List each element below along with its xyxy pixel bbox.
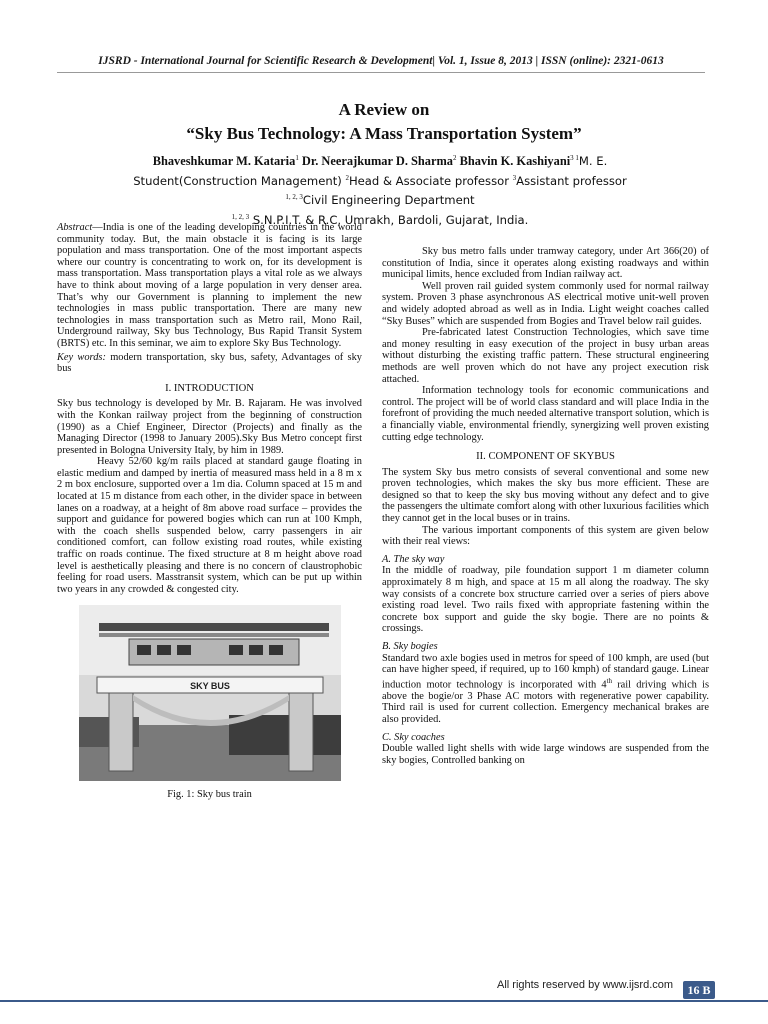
- author-1: Bhaveshkumar M. Kataria: [152, 154, 296, 169]
- department-sup: 1, 2, 3: [285, 193, 303, 202]
- sky-bogies-sup: th: [606, 676, 613, 685]
- affiliation-2-sup: 2: [345, 173, 349, 182]
- author-2-sup: 2: [453, 154, 457, 162]
- abstract-text: —India is one of the leading developing countries in the world community today. But, the main obstacle it is facing is its large population and mass transportation. One of the most important aspects where our country is concentrating to work on, for its development is mass transportation. Mass transportation plays a vital role as we always have to think about moving of a large population in very denser area. That’s why our Government is planning to implement the new technologies in mass public transportation. There are many new technologies in mass transportation such as Metro rail, Mono Rail, Underground railway, Sky bus Technology, Bus Rapid Transit System (BRTS) etc. In this seminar, we aim to explore Sky Bus Technology.: [57, 222, 362, 349]
- sky-bus-photo-illustration: [79, 605, 341, 781]
- institution: S.N.P.I.T. & R.C, Umrakh, Bardoli, Gujarat, India.: [249, 213, 529, 227]
- keywords-text: modern transportation, sky bus, safety, Advantages of sky bus: [57, 351, 362, 375]
- abstract: [57, 222, 362, 350]
- right-paragraph-4: Information technology tools for economic communications and control. The project will be of world class standard and will place India in the forefront of providing the much needed alternative transport solution, which is a financially viable, environmental friendly, synergizing well proven existing cutting edge technology.: [382, 385, 709, 443]
- subsection-sky-coaches-heading: C. Sky coaches: [382, 731, 445, 743]
- right-paragraph-2: Well proven rail guided system commonly used for normal railway system. Proven 3 phase asynchronous AS electrical motive unit-well proven and widely adopted abroad as well as in India. Light weight coaches called “Sky Buses” which are suspended from Bogies and Travel below rail guides.: [382, 280, 709, 327]
- sky-bogies-text-a: Standard two axle bogies used in metros for speed of 100 kmph, are used (but can have higher speed, if required, up to 160 kmph) of standard gauge. Linear induction motor technology is incorporated with 4: [382, 652, 709, 691]
- affiliation-3-sup: 3: [512, 173, 517, 182]
- author-1-sup: 1: [295, 154, 299, 162]
- affiliation-2: Head & Associate professor: [348, 173, 513, 188]
- component-paragraph-1: The system Sky bus metro consists of several conventional and some new proven technologies, which makes the sky bus more efficient. These are designed so that to keep the sky bus moving without any defect and to give the passengers the ultimate comfort along with other luxurious facilities which they cannot get in the local buses or in trains.: [382, 466, 709, 525]
- intro-paragraph-1: Sky bus technology is developed by Mr. B. Rajaram. He was involved with the Konkan railway project from the beginning of construction (1990) as a Chief Engineer, Director (Projects) and finally as the Managing Director (1998 to January 2005).Sky Bus Metro concept first presented in Bologna University Italy, by him in 1989.: [57, 398, 362, 456]
- abstract-label: Abstract: [57, 222, 93, 233]
- sky-bus-train-photo: [79, 605, 341, 781]
- footer-rights: All rights reserved by www.ijsrd.com: [497, 979, 674, 991]
- affiliation-3: Assistant professor: [516, 173, 627, 188]
- keywords-label: Key words:: [57, 351, 106, 363]
- author-3-sup: 3 1: [570, 154, 579, 162]
- author-3: Bhavin K. Kashiyani: [459, 154, 571, 169]
- left-column: [57, 222, 362, 801]
- journal-header: IJSRD - International Journal for Scientific Research & Development| Vol. 1, Issue 8, 2013 | ISSN (online): 2321-0613: [98, 55, 664, 67]
- affiliation-1-line2: Student(Construction Management): [133, 173, 346, 188]
- header-rule: [57, 72, 705, 73]
- sky-coaches-text: Double walled light shells with wide large windows are suspended from the sky bogies, Controlled banking on: [382, 743, 709, 766]
- paper-title-line1: A Review on: [338, 100, 430, 119]
- figure-sign-text: SKY BUS: [189, 681, 230, 692]
- right-column: [382, 246, 709, 766]
- subsection-sky-bogies-heading: B. Sky bogies: [382, 641, 438, 652]
- footer-rule: [0, 1000, 768, 1002]
- sky-bogies-text: [382, 653, 709, 726]
- paper-title-line2: “Sky Bus Technology: A Mass Transportation System”: [186, 124, 582, 143]
- right-paragraph-1: Sky bus metro falls under tramway category, under Art 366(20) of constitution of India, since it operates along existing roadways and within municipal limits, hence excluded from Indian railway act.: [382, 246, 709, 281]
- section-component-heading: II. COMPONENT OF SKYBUS: [476, 451, 615, 463]
- page-number-badge: 16 B: [683, 981, 715, 999]
- section-introduction-heading: I. INTRODUCTION: [165, 382, 254, 394]
- sky-bogies-text-b: rail driving which is above the bogie/or 3 Phase AC motors with regenerative power capability. Third rail is used for current collection. Emergency mechanical brakes are also provided.: [382, 679, 710, 726]
- component-paragraph-2: The various important components of this system are given below with their real views:: [382, 524, 709, 548]
- author-block: [60, 150, 700, 229]
- author-2: Dr. Neerajkumar D. Sharma: [301, 154, 454, 169]
- sky-way-text: In the middle of roadway, pile foundation support 1 m diameter column approximately 8 m high, and space at 15 m all along the roadway. The sky way consists of a concrete box structure carried over a series of piers above existing road level. Two rails fixed with appropriate fastening within the concrete box support and guide the sky bogie. There are no points & crossings.: [382, 565, 709, 635]
- intro-paragraph-2: Heavy 52/60 kg/m rails placed at standard gauge floating in elastic medium and damped by inertia of measured mass held in a 8 m x 2 m box enclosure, supported over a 1m dia. Column spaced at 15 m and located at 15 m distance from each other, in the divider space in between lanes on a roadway, at a height of 8m above road surface – provides the support and guidance for powered bogies which can run at 100 Kmph, with the coach shells suspended below, carry passengers in air conditioned comfort, can follow existing road routes, while existing traffic on roads continue. The fixed structure at 8 m height above road level is aesthetically pleasing and there is no concern of claustrophobic feeling for road users. Masstransit system, which can be put up within two years in any crowded & congested city.: [57, 456, 362, 595]
- right-paragraph-3: Pre-fabricated latest Construction Technologies, which save time and money resulting in easy execution of the project in busy urban areas without disturbing the existing traffic pattern. These structural engineering methods are well proven which do not have any project execution risk attached.: [382, 327, 709, 385]
- subsection-sky-way-heading: A. The sky way: [382, 553, 445, 565]
- department: Civil Engineering Department: [302, 193, 475, 208]
- institution-sup: 1, 2, 3: [231, 212, 250, 221]
- affiliation-1-tail: M. E.: [578, 154, 608, 169]
- keywords: [57, 352, 362, 375]
- figure-caption: Fig. 1: Sky bus train: [167, 789, 252, 801]
